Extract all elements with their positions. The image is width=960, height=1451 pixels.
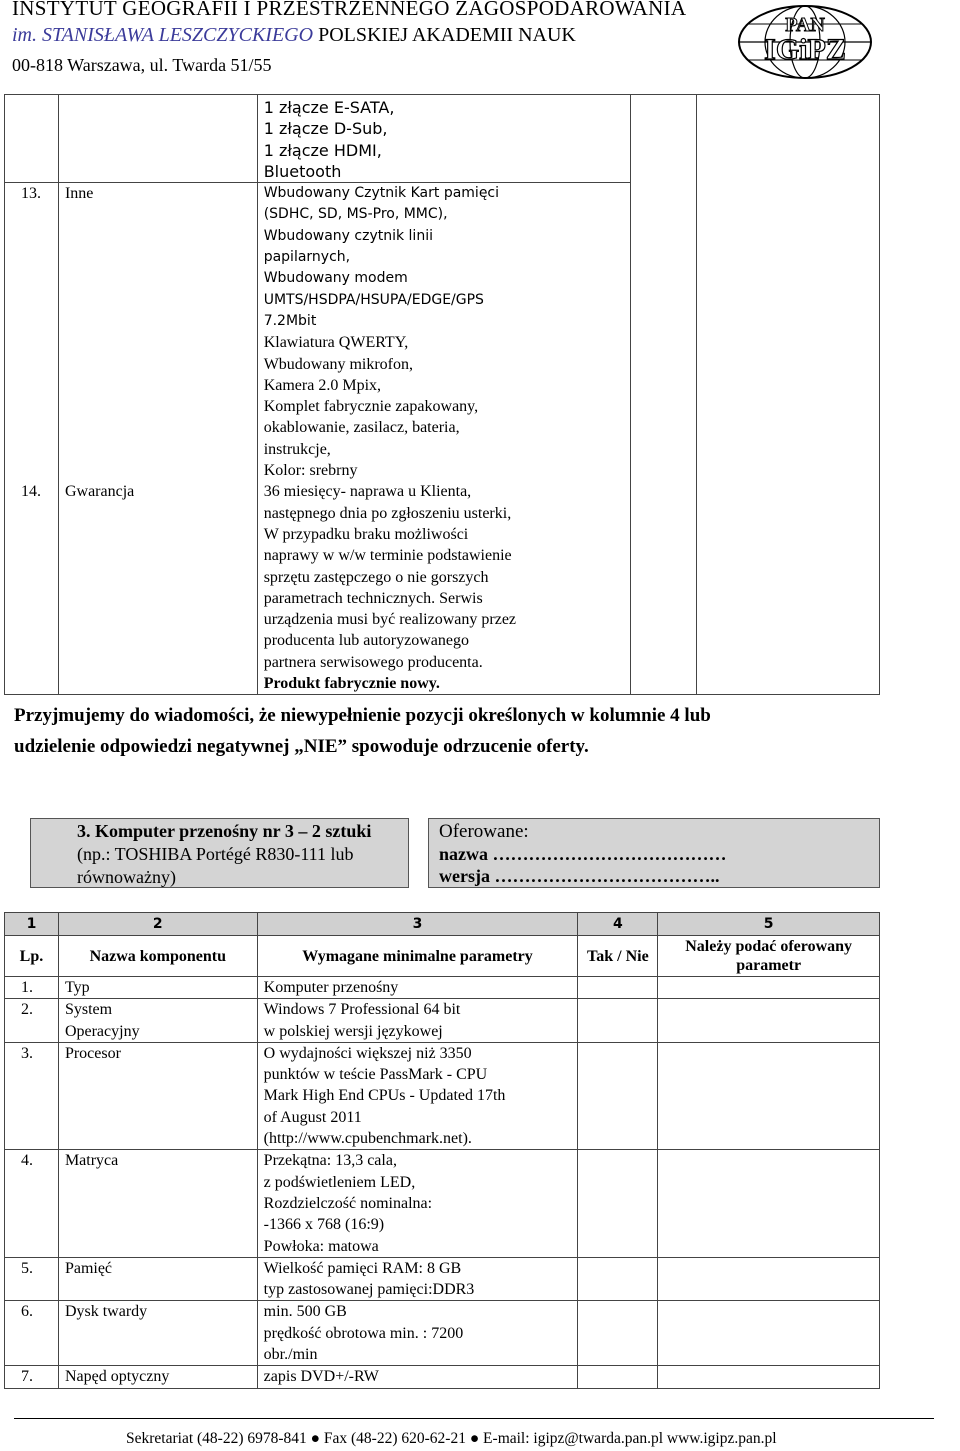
footer-contact: Sekretariat (48-22) 6978-841 ● Fax (48-22) 620-62-21 ● E-mail: igipz@twarda.pan.pl www.igipz.pan.pl (126, 1430, 777, 1447)
table-row: 2. System Operacyjny Windows 7 Professional 64 bit w polskiej wersji językowej (5, 999, 880, 1043)
igipz-logo (735, 2, 875, 82)
params-cell: 36 miesięcy- naprawa u Klienta, następnego dnia po zgłoszeniu usterki, W przypadku braku możliwości naprawy w w/w terminie podstawienie sprzętu zastępczego o nie gorszych parametrach technicznych. Serwis urządzenia musi być realizowany przez producenta lub autoryzowanego partnera serwisowego producenta. Produkt fabrycznie nowy. (257, 481, 631, 694)
table-row: 3. Procesor O wydajności większej niż 3350 punktów w teście PassMark - CPU Mark High End CPUs - Updated 17th of August 2011 (http://www.cpubenchmark.net). (5, 1042, 880, 1149)
offered-name-field[interactable]: nazwa ………………………………… (439, 844, 727, 864)
institute-patron: im. STANISŁAWA LESZCZYCKIEGO POLSKIEJ AKADEMII NAUK (12, 24, 576, 46)
table-row: 7. Napęd optyczny zapis DVD+/-RW (5, 1366, 880, 1388)
yes-no-cell[interactable] (578, 1150, 658, 1257)
offered-param-cell[interactable] (658, 1150, 880, 1257)
laptop-spec-table (4, 912, 880, 1389)
svg-text:PAN: PAN (785, 14, 825, 36)
column-number-row: 1 2 3 4 5 (5, 913, 880, 936)
offered-param-cell[interactable] (658, 1042, 880, 1149)
rejection-note: Przyjmujemy do wiadomości, że niewypełnienie pozycji określonych w kolumnie 4 lub udzielenie odpowiedzi negatywnej „NIE” spowoduje odrzucenie oferty. (14, 705, 711, 757)
table-row (5, 95, 880, 183)
row-number: 13. (5, 183, 59, 482)
yes-no-cell[interactable] (578, 1257, 658, 1301)
header-row: Lp. Nazwa komponentu Wymagane minimalne parametry Tak / Nie Należy podać oferowany parametr (5, 936, 880, 977)
offered-box: Oferowane: nazwa ………………………………… wersja ……………………………….. (428, 818, 880, 888)
offered-param-cell[interactable] (658, 1301, 880, 1366)
yes-no-cell[interactable] (578, 1301, 658, 1366)
table-row: 6. Dysk twardy min. 500 GB prędkość obrotowa min. : 7200 obr./min (5, 1301, 880, 1366)
yes-no-cell[interactable] (578, 1366, 658, 1388)
spec-table-continued (4, 94, 880, 695)
institute-address: 00-818 Warszawa, ul. Twarda 51/55 (12, 55, 272, 75)
params-cell: Wbudowany Czytnik Kart pamięci (SDHC, SD, MS-Pro, MMC), Wbudowany czytnik linii papilarnych, Wbudowany modem UMTS/HSDPA/HSUPA/EDGE/GPS 7.2Mbit Klawiatura QWERTY, Wbudowany mikrofon, Kamera 2.0 Mpix, Komplet fabrycznie zapakowany, okablowanie, zasilacz, bateria, instrukcje, Kolor: srebrny (257, 183, 631, 482)
institute-name: INSTYTUT GEOGRAFII I PRZESTRZENNEGO ZAGOSPODAROWANIA (12, 0, 687, 20)
offered-param-cell[interactable] (658, 999, 880, 1043)
yes-no-cell[interactable] (578, 977, 658, 999)
component-name: Inne (58, 183, 257, 482)
offered-param-cell[interactable] (658, 977, 880, 999)
offered-version-field[interactable]: wersja ……………………………….. (439, 866, 720, 886)
row-number: 14. (5, 481, 59, 694)
params-cell: 1 złącze E-SATA, 1 złącze D-Sub, 1 złącze HDMI, Bluetooth (257, 95, 631, 183)
section-title-box: 3. Komputer przenośny nr 3 – 2 sztuki (np.: TOSHIBA Portégé R830-111 lub równoważny) (30, 818, 409, 888)
offered-param-cell[interactable] (658, 1257, 880, 1301)
component-name: Gwarancja (58, 481, 257, 694)
offered-param-cell[interactable] (658, 1366, 880, 1388)
table-row: 1. Typ Komputer przenośny (5, 977, 880, 999)
yes-no-cell[interactable] (578, 1042, 658, 1149)
yes-no-cell[interactable] (578, 999, 658, 1043)
footer-divider (14, 1418, 934, 1419)
table-row: 5. Pamięć Wielkość pamięci RAM: 8 GB typ zastosowanej pamięci:DDR3 (5, 1257, 880, 1301)
table-row: 4. Matryca Przekątna: 13,3 cala, z podświetleniem LED, Rozdzielczość nominalna: -1366 x 768 (16:9) Powłoka: matowa (5, 1150, 880, 1257)
svg-text:IGiPZ: IGiPZ (764, 33, 846, 66)
